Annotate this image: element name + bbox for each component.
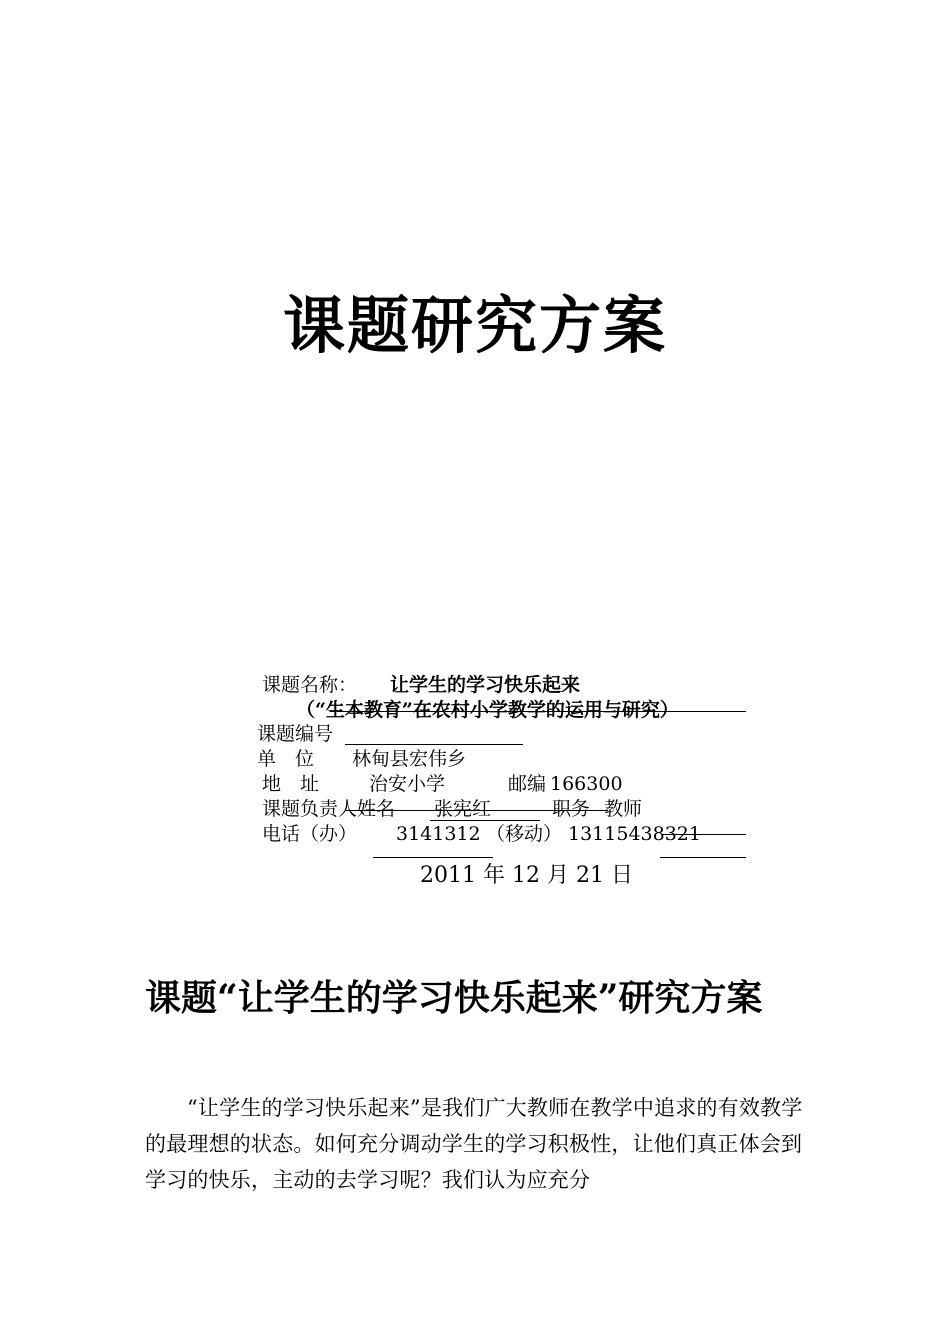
postcode-label: 邮编	[508, 773, 547, 795]
number-underline	[345, 744, 523, 745]
date-underline-right	[660, 857, 746, 858]
unit-value: 林甸县宏伟乡	[352, 748, 467, 770]
number-label: 课题编号	[257, 723, 334, 745]
leader-value: 张宪红	[434, 798, 492, 820]
topic-name: 让学生的学习快乐起来	[390, 674, 581, 696]
phone-mobile: 13115438321	[568, 823, 701, 845]
main-title: 课题研究方案	[282, 289, 667, 362]
phone-label: 电话（办）	[262, 823, 358, 845]
address-value: 治安小学	[369, 773, 446, 795]
postcode-value: 166300	[550, 773, 623, 795]
position-label: 职务	[552, 798, 591, 820]
unit-label: 单 位	[257, 748, 315, 770]
leader-label: 课题负责人姓名	[262, 798, 396, 820]
strike-line-leader	[346, 810, 608, 811]
section-heading: 课题“让学生的学习快乐起来”研究方案	[145, 977, 763, 1019]
mobile-label: （移动）	[486, 823, 563, 845]
topic-label: 课题名称：	[262, 674, 358, 696]
topic-subtitle: （“生本教育”在农村小学教学的运用与研究）	[296, 699, 679, 721]
leader-underline	[430, 820, 540, 821]
document-date: 2011 年 12 月 21 日	[420, 863, 633, 888]
strike-line-phone	[662, 834, 746, 835]
strike-line-subtitle	[330, 711, 746, 712]
phone-office: 3141312	[396, 823, 481, 845]
position-value: 教师	[604, 798, 643, 820]
body-paragraph: “让学生的学习快乐起来”是我们广大教师在教学中追求的有效教学的最理想的状态。如何充分调动学生的学习积极性，让他们真正体会到学习的快乐，主动的去学习呢？我们认为应充分	[145, 1096, 803, 1192]
address-label: 地 址	[262, 773, 320, 795]
